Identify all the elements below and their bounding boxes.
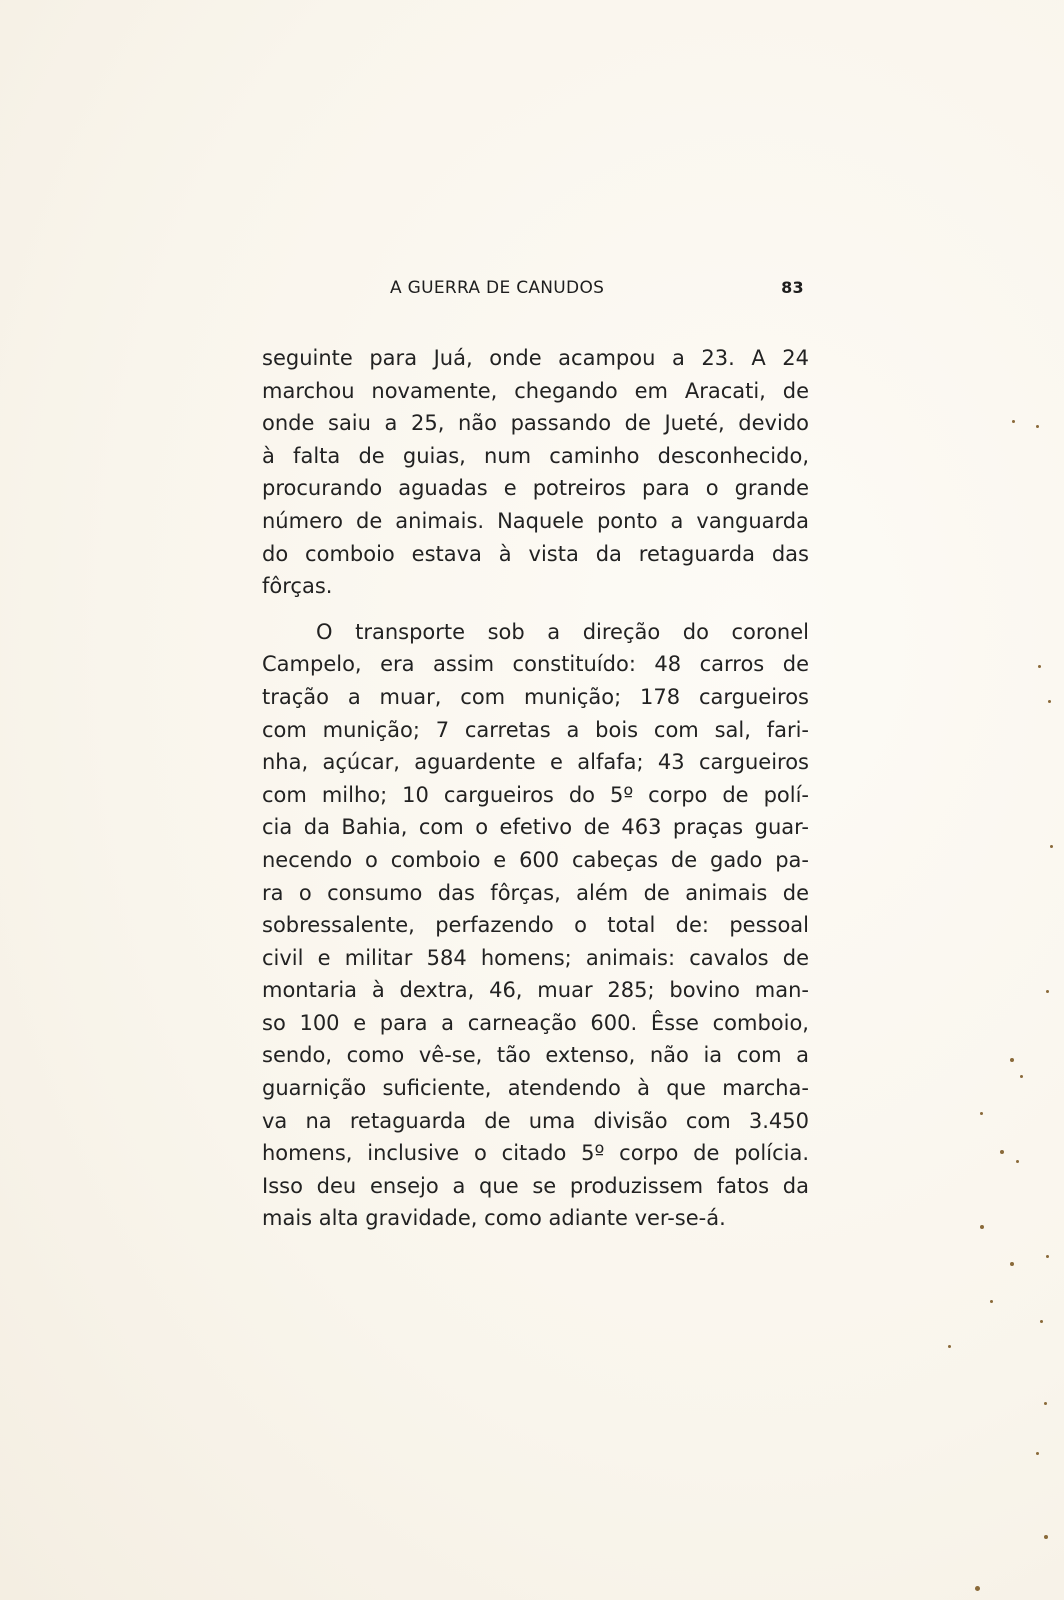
text-line: procurando aguadas e potreiros para o grande — [262, 476, 809, 501]
text-line: sobressalente, perfazendo o total de: pessoal — [262, 913, 809, 938]
text-line: número de animais. Naquele ponto a vanguarda — [262, 508, 809, 533]
text-line: sendo, como vê-se, tão extenso, não ia com a — [262, 1043, 809, 1068]
foxing-speck — [1010, 1262, 1014, 1266]
foxing-speck — [1046, 1255, 1049, 1258]
foxing-speck — [1040, 1320, 1043, 1323]
text-line: civil e militar 584 homens; animais: cavalos de — [262, 945, 809, 970]
text-line: ra o consumo das fôrças, além de animais de — [262, 880, 809, 905]
body-text — [262, 342, 809, 1235]
paragraph-1 — [262, 342, 809, 603]
foxing-speck — [1044, 1402, 1047, 1405]
text-line: va na retaguarda de uma divisão com 3.450 — [262, 1108, 809, 1133]
foxing-speck — [975, 1586, 980, 1591]
foxing-speck — [980, 1225, 984, 1229]
text-line: Isso deu ensejo a que se produzissem fatos da — [262, 1173, 809, 1198]
foxing-speck — [1000, 1150, 1004, 1154]
paragraph-2 — [262, 616, 809, 1235]
text-line: montaria à dextra, 46, muar 285; bovino man- — [262, 978, 809, 1003]
text-line: tração a muar, com munição; 178 cargueiros — [262, 684, 809, 709]
text-line: necendo o comboio e 600 cabeças de gado pa- — [262, 847, 809, 872]
foxing-speck — [1046, 990, 1049, 993]
text-line: com milho; 10 cargueiros do 5º corpo de polí- — [262, 782, 809, 807]
text-line: fôrças. — [262, 574, 333, 599]
foxing-speck — [1010, 1058, 1014, 1062]
foxing-speck — [1048, 700, 1051, 703]
text-line: do comboio estava à vista da retaguarda das — [262, 541, 809, 566]
running-title: A GUERRA DE CANUDOS — [390, 278, 605, 298]
text-line: guarnição suficiente, atendendo à que marcha- — [262, 1076, 809, 1101]
text-line: Campelo, era assim constituído: 48 carros de — [262, 652, 809, 677]
text-line: onde saiu a 25, não passando de Jueté, devido — [262, 411, 809, 436]
text-line: marchou novamente, chegando em Aracati, de — [262, 378, 809, 403]
foxing-speck — [1038, 665, 1041, 668]
text-line: cia da Bahia, com o efetivo de 463 praças guar- — [262, 815, 809, 840]
text-line: com munição; 7 carretas a bois com sal, fari- — [262, 717, 809, 742]
text-line: mais alta gravidade, como adiante ver-se-á. — [262, 1206, 726, 1231]
foxing-speck — [1020, 1075, 1023, 1078]
text-line: seguinte para Juá, onde acampou a 23. A 24 — [262, 346, 809, 370]
foxing-speck — [990, 1300, 993, 1303]
text-line: so 100 e para a carneação 600. Êsse comboio, — [262, 1010, 809, 1035]
foxing-speck — [1036, 425, 1039, 428]
foxing-speck — [980, 1112, 983, 1115]
page-number: 83 — [781, 278, 804, 297]
foxing-speck — [1016, 1160, 1019, 1163]
running-header — [360, 278, 810, 300]
text-line: nha, açúcar, aguardente e alfafa; 43 cargueiros — [262, 750, 809, 775]
text-line: à falta de guias, num caminho desconhecido, — [262, 443, 809, 468]
foxing-speck — [1050, 845, 1053, 848]
foxing-speck — [1012, 420, 1015, 423]
foxing-speck — [948, 1345, 951, 1348]
text-line: homens, inclusive o citado 5º corpo de polícia. — [262, 1141, 809, 1166]
text-line: O transporte sob a direção do coronel — [316, 619, 809, 644]
foxing-speck — [1044, 1535, 1048, 1539]
foxing-speck — [1036, 1452, 1039, 1455]
